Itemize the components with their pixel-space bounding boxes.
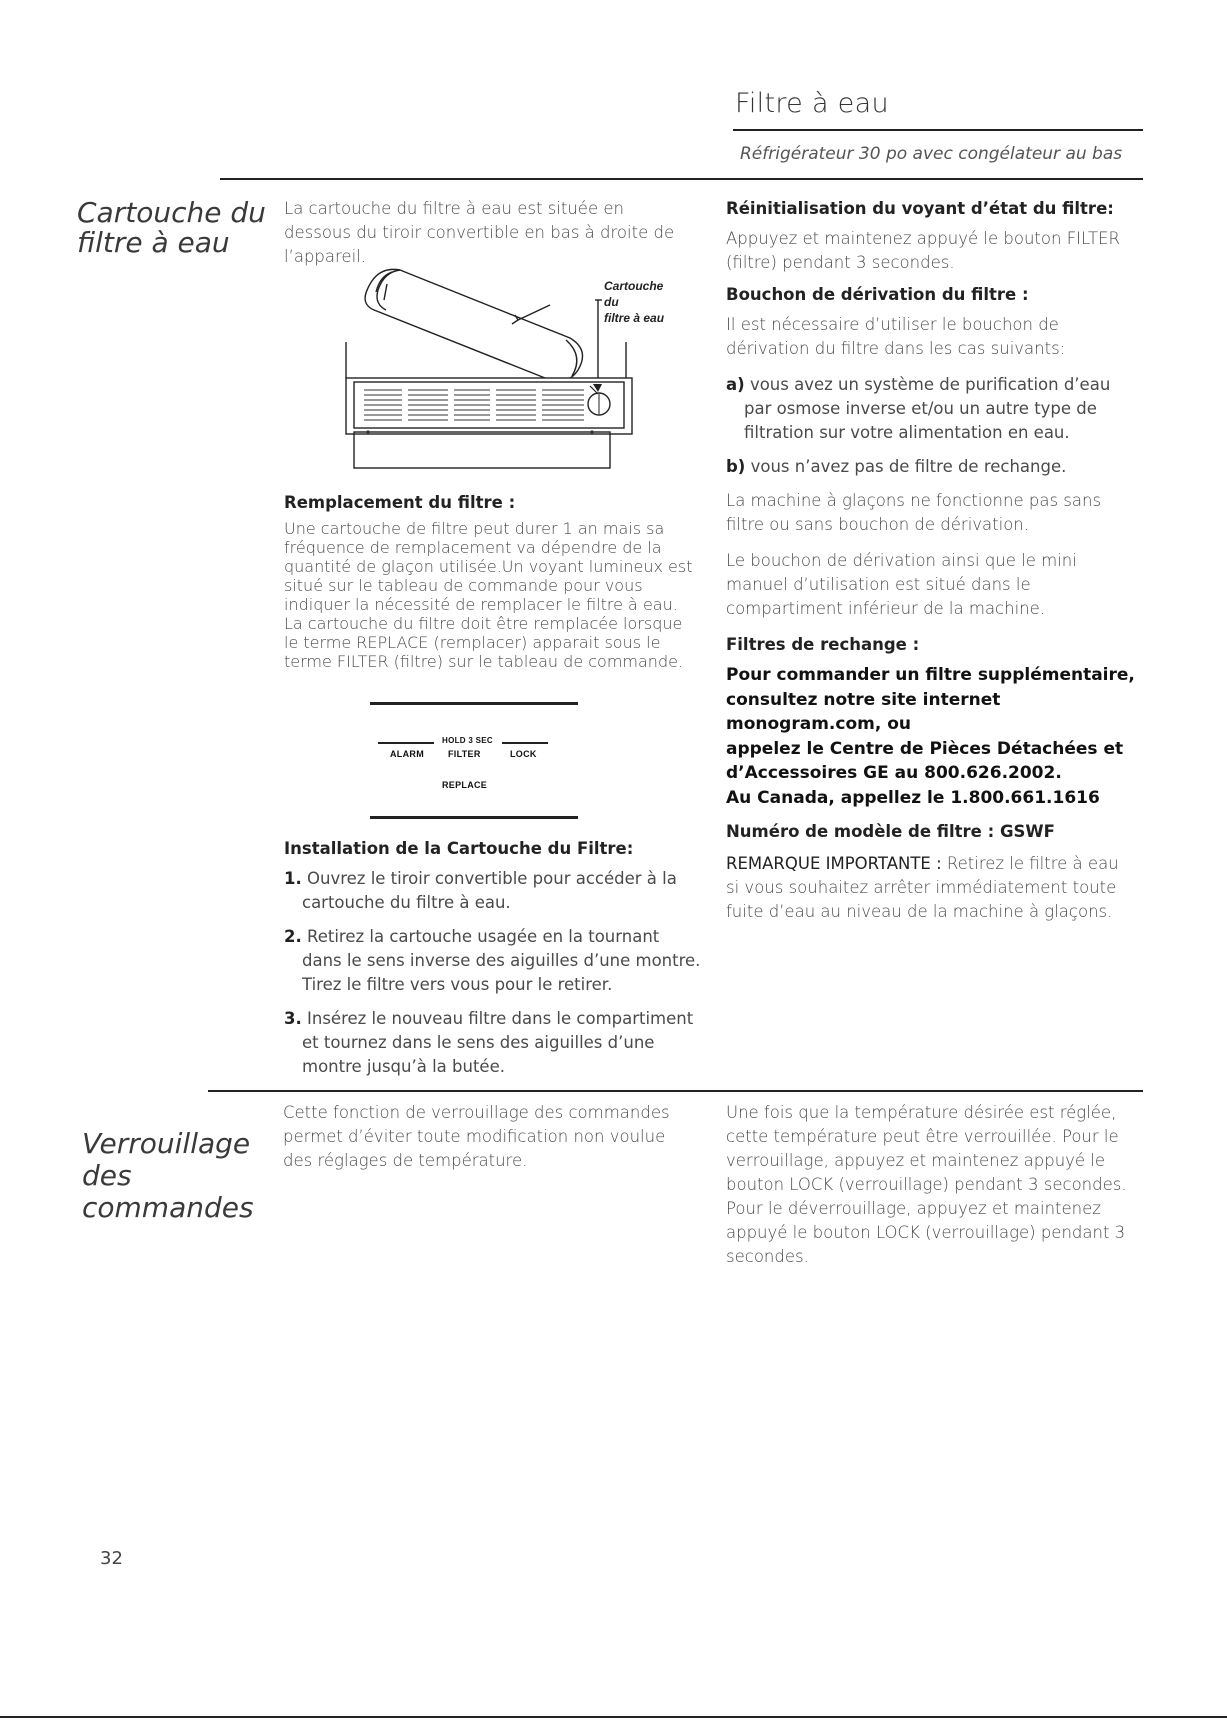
case-label: a) (726, 375, 745, 394)
reset-heading: Réinitialisation du voyant d’état du filtre: (726, 199, 1114, 218)
bypass-case (726, 455, 1136, 479)
install-heading: Installation de la Cartouche du Filtre: (284, 839, 634, 858)
case-text: vous n’avez pas de filtre de rechange. (750, 457, 1067, 476)
replacement-text: Une cartouche de filtre peut durer 1 an mais sa fréquence de remplacement va dépendre de la quantité de glaçon utilisée.Un voyant lumineux est situé sur le tableau de commande pour vous indiquer la nécessité de remplacer le filtre à eau. La cartouche du filtre doit être remplacée lorsque le terme REPLACE (remplacer) apparait sous le terme FILTER (filtre) sur le tableau de commande. (284, 519, 693, 671)
callout-label (604, 278, 680, 326)
spare-heading: Filtres de rechange : (726, 635, 920, 654)
section-title-filter-cartridge (77, 198, 277, 258)
install-step (284, 867, 704, 915)
control-lock-text-left: Cette fonction de verrouillage des commandes permet d’éviter toute modification non voulue des réglages de température. (283, 1103, 670, 1170)
callout-line: Cartouche du (604, 279, 664, 309)
replacement-block (284, 491, 694, 683)
step-text: Ouvrez le tiroir convertible pour accéder à la cartouche du filtre à eau. (302, 869, 677, 912)
right-column (726, 197, 1136, 936)
page-bottom-edge (0, 1716, 1227, 1718)
case-label: b) (726, 457, 746, 476)
step-number: 2. (284, 927, 302, 946)
header-rule (733, 129, 1143, 131)
section-title-line: filtre à eau (77, 226, 230, 259)
step-number: 1. (284, 869, 302, 888)
section-divider (208, 1090, 1143, 1092)
step-text: Retirez la cartouche usagée en la tournant dans le sens inverse des aiguilles d’une montre. Tirez le filtre vers vous pour le retirer. (302, 927, 701, 994)
lock-label: LOCK (510, 749, 537, 759)
section-title-line: commandes (82, 1191, 254, 1224)
section-divider (220, 178, 1143, 180)
canada-order-line: Au Canada, appellez le 1.800.661.1616 (726, 787, 1100, 808)
filter-label: FILTER (448, 749, 481, 759)
page-number: 32 (100, 1548, 123, 1569)
reset-text: Appuyez et maintenez appuyé le bouton FILTER (filtre) pendant 3 secondes. (726, 229, 1120, 272)
page-header-title: Filtre à eau (735, 88, 889, 119)
hold-label: HOLD 3 SEC (442, 736, 494, 745)
order-line: d’Accessoires GE au 800.626.2002. (726, 763, 1062, 783)
section-title-control-lock (82, 1128, 282, 1224)
case-text: vous avez un système de purification d’eau par osmose inverse et/ou un autre type de filtration sur votre alimentation en eau. (744, 375, 1111, 442)
order-line: consultez notre site internet monogram.com, ou (726, 689, 1001, 734)
panel-top-rule (370, 702, 578, 705)
page-header-subtitle: Réfrigérateur 30 po avec congélateur au bas (740, 144, 1123, 164)
intro-text: La cartouche du filtre à eau est située en dessous du tiroir convertible en bas à droite de l’appareil. (284, 199, 675, 266)
order-line: Pour commander un filtre supplémentaire, (726, 665, 1135, 685)
location-note: Le bouchon de dérivation ainsi que le mini manuel d’utilisation est situé dans le compartiment inférieur de la machine. (726, 551, 1077, 618)
icemaker-note: La machine à glaçons ne fonctionne pas sans filtre ou sans bouchon de dérivation. (726, 491, 1102, 534)
bypass-text: Il est nécessaire d’utiliser le bouchon de dérivation du filtre dans les cas suivants: (726, 315, 1066, 358)
alarm-label: ALARM (390, 749, 424, 759)
model-number: Numéro de modèle de filtre : GSWF (726, 822, 1055, 841)
hold-left-line (378, 742, 434, 744)
important-text: Retirez le filtre à eau si vous souhaitez arrêter immédiatement toute fuite d’eau au niveau de la machine à glaçons. (726, 854, 1119, 921)
install-step (284, 1007, 704, 1079)
replace-label: REPLACE (442, 780, 488, 790)
section-title-line: Verrouillage (82, 1127, 251, 1160)
bypass-case (726, 373, 1136, 445)
important-label: REMARQUE IMPORTANTE : (726, 854, 942, 873)
control-panel-illustration (360, 700, 600, 825)
bypass-heading: Bouchon de dérivation du filtre : (726, 285, 1029, 304)
step-number: 3. (284, 1009, 302, 1028)
filter-cartridge-illustration (340, 260, 680, 480)
order-line: appelez le Centre de Pièces Détachées et (726, 738, 1124, 759)
section-title-line: Cartouche du (77, 196, 266, 229)
hold-right-line (502, 742, 548, 744)
section-title-line: des (82, 1159, 132, 1192)
step-text: Insérez le nouveau filtre dans le compartiment et tournez dans le sens des aiguilles d’une montre jusqu’à la butée. (302, 1009, 694, 1076)
install-block (284, 837, 704, 1089)
panel-bottom-rule (370, 816, 578, 819)
install-step (284, 925, 704, 997)
important-note (726, 852, 1136, 924)
control-lock-text-right: Une fois que la température désirée est réglée, cette température peut être verrouillée. Pour le verrouillage, appuyez et maintenez appuyé le bouton LOCK (verrouillage) pendant 3 secondes. Pour le déverrouillage, appuyez et maintenez appuyé le bouton LOCK (verrouillage) pendant 3 secondes. (726, 1103, 1127, 1266)
callout-line: filtre à eau (604, 311, 665, 325)
replacement-heading: Remplacement du filtre : (284, 493, 516, 512)
